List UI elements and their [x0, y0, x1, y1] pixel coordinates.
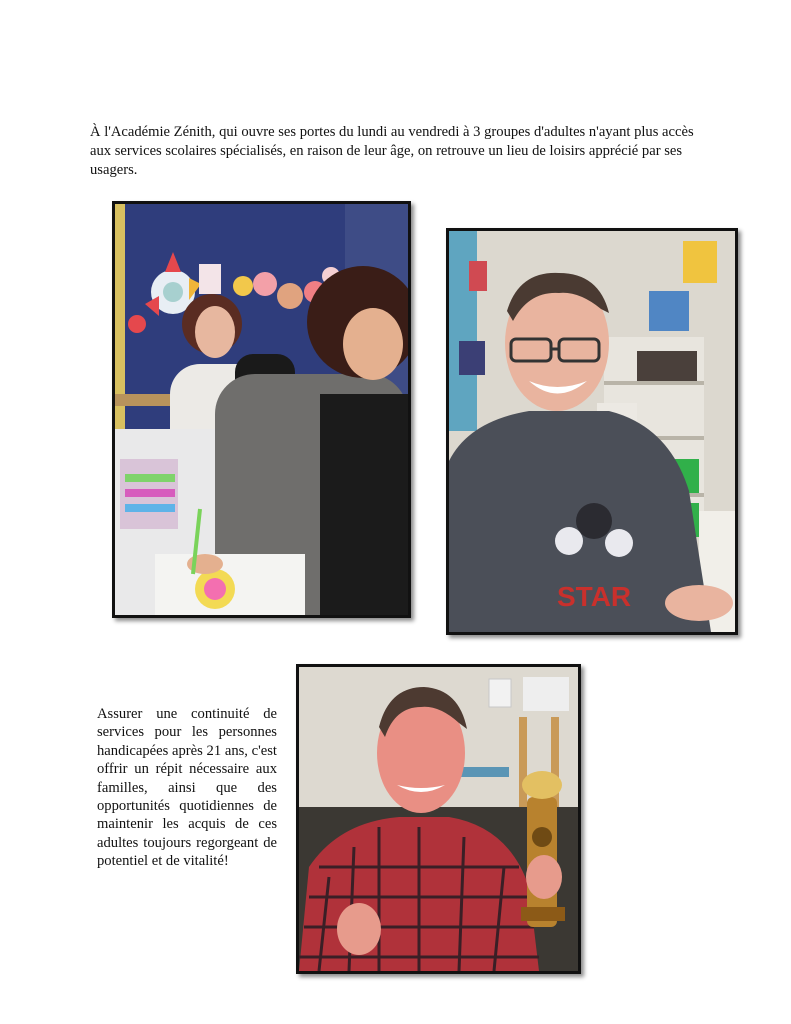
photo-man-with-glasses [446, 228, 738, 635]
photo-man-with-trophy [296, 664, 581, 974]
intro-paragraph: À l'Académie Zénith, qui ouvre ses portes du lundi au vendredi à 3 groupes d'adultes n'ayant plus accès aux services scolaires spécialisés, en raison de leur âge, on retrouve un lieu de loisirs apprécié par ses usagers. [90, 124, 694, 178]
photo-women-coloring [112, 201, 411, 618]
shirt-lettering: STAR [557, 581, 632, 612]
side-paragraph: Assurer une continuité de services pour les personnes handicapées après 21 ans, c'est offrir un répit nécessaire aux familles, ainsi que des opportunités quotidiennes de maintenir les acquis de ces adultes toujours regorgeant de potentiel et de vitalité! [97, 706, 277, 870]
